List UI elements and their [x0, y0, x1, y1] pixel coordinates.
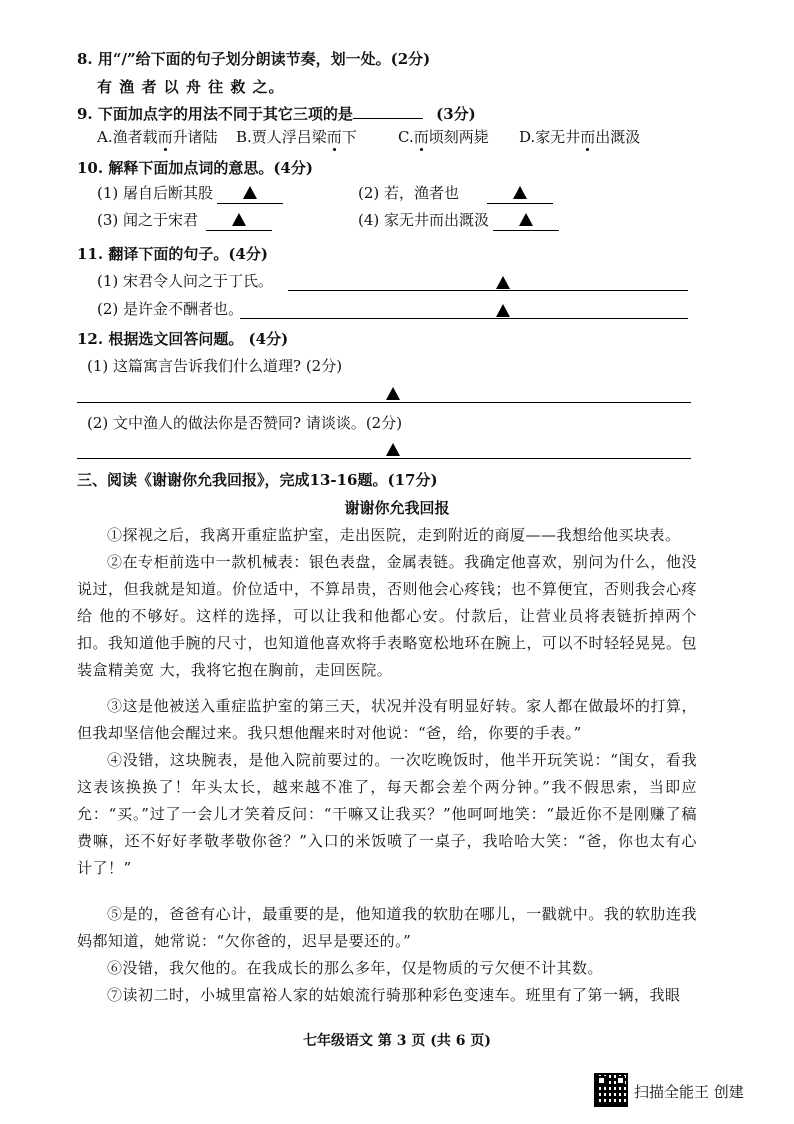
q9-label-text: 9. 下面加点字的用法不同于其它三项的是: [77, 105, 353, 123]
q9-option-d: D.家无井而出溉汲: [519, 128, 641, 146]
reading-paragraph-7: ⑦读初二时，小城里富裕人家的姑娘流行骑那种彩色变速车。班里有了第一辆，我眼: [107, 986, 681, 1004]
page-footer: 七年级语文 第 3 页 (共 6 页): [303, 1033, 491, 1049]
answer-triangle-icon: [513, 186, 527, 199]
reading-paragraph-5: ⑤是的，爸爸有心计，最重要的是，他知道我的软肋在哪儿，一戳就中。我的软肋连我妈都知道，她常说：“欠你爸的，迟早是要还的。”: [77, 905, 697, 950]
reading-title: 谢谢你允我回报: [344, 499, 450, 517]
qr-code-icon: [594, 1073, 628, 1107]
q12-answer-line-1[interactable]: [77, 402, 691, 403]
reading-paragraph-1: ①探视之后，我离开重症监护室，走出医院，走到附近的商厦——我想给他买块表。: [107, 526, 681, 544]
answer-triangle-icon: [496, 304, 510, 317]
answer-triangle-icon: [496, 276, 510, 289]
q9-label: [77, 104, 476, 124]
q8-sentence: 有 渔 者 以 舟 往 救 之。: [97, 78, 285, 96]
answer-triangle-icon: [243, 186, 257, 199]
q10-blank-4[interactable]: [493, 210, 559, 231]
answer-triangle-icon: [386, 387, 400, 400]
reading-paragraph-4: ④没错，这块腕表，是他入院前要过的。一次吃晚饭时，他半开玩笑说：“闺女，看我这表该换换了！年头太长，越来越不准了，每天都会差个两分钟。”我不假思索，当即应允：“买。”过了一会儿才笑着反问：“干嘛又让我买？”他呵呵地笑：“最近你不是刚赚了稿费嘛，还不好好孝敬孝敬你爸？”入口的米饭喷了一桌子，我哈哈大笑：“爸，你也太有心计了！”: [77, 751, 697, 877]
q10-blank-2[interactable]: [487, 183, 553, 204]
q12-item-1: (1) 这篇寓言告诉我们什么道理? (2分): [87, 357, 343, 375]
q11-item-2: (2) 是许金不酬者也。: [97, 300, 244, 318]
q12-label: 12. 根据选文回答问题。 (4分): [77, 330, 289, 348]
q9-option-a: A.渔者载而升诸陆: [97, 128, 218, 146]
reading-paragraph-3: ③这是他被送入重症监护室的第三天，状况并没有明显好转。家人都在做最坏的打算，但我却坚信他会醒过来。我只想他醒来时对他说：“爸，给，你要的手表。”: [77, 697, 697, 742]
q8-label: 8. 用“/”给下面的句子划分朗读节奏，划一处。(2分): [77, 50, 431, 68]
q10-blank-1[interactable]: [217, 183, 283, 204]
reading-paragraph-6: ⑥没错，我欠他的。在我成长的那么多年，仅是物质的亏欠便不计其数。: [107, 959, 604, 977]
q12-item-2: (2) 文中渔人的做法你是否赞同? 请谈谈。(2分): [87, 414, 403, 432]
q10-item-4: (4) 家无井而出溉汲: [358, 210, 559, 231]
q9-option-c: C.而顷刻两毙: [398, 128, 489, 146]
q11-item-1: (1) 宋君令人问之于丁氏。: [97, 272, 274, 290]
reading-paragraph-2: ②在专柜前选中一款机械表：银色表盘，金属表链。我确定他喜欢，别问为什么，他没说过，但我就是知道。价位适中，不算昂贵，否则他会心疼钱；也不算便宜，否则我会心疼给 他的不够好。这样的选择，可以让我和他都心安。付款后，让营业员将表链折掉两个扣。我知道他手腕的尺寸，也知道他喜欢将手表略宽松地环在腕上，可以不时轻轻晃晃。包装盒精美宽 大，我将它抱在胸前，走回医院。: [77, 553, 698, 679]
q10-label: 10. 解释下面加点词的意思。(4分): [77, 159, 313, 177]
q11-answer-line-2[interactable]: [240, 318, 688, 319]
scanner-watermark: 扫描全能王 创建: [634, 1083, 744, 1101]
answer-triangle-icon: [386, 443, 400, 456]
answer-triangle-icon: [519, 213, 533, 226]
q10-item-1: (1) 屠自后断其股: [97, 183, 283, 204]
q11-answer-line-1[interactable]: [288, 290, 688, 291]
q11-label: 11. 翻译下面的句子。(4分): [77, 245, 268, 263]
q9-option-b: B.贾人浮吕梁而下: [236, 128, 357, 146]
q9-answer-blank[interactable]: [353, 118, 423, 119]
q12-answer-line-2[interactable]: [77, 458, 691, 459]
q10-item-2: (2) 若，渔者也: [358, 183, 553, 204]
section3-header: 三、阅读《谢谢你允我回报》，完成13-16题。(17分): [77, 471, 438, 489]
q10-blank-3[interactable]: [206, 210, 272, 231]
q10-item-3: (3) 闻之于宋君: [97, 210, 272, 231]
q9-score: (3分): [436, 105, 476, 123]
answer-triangle-icon: [232, 213, 246, 226]
